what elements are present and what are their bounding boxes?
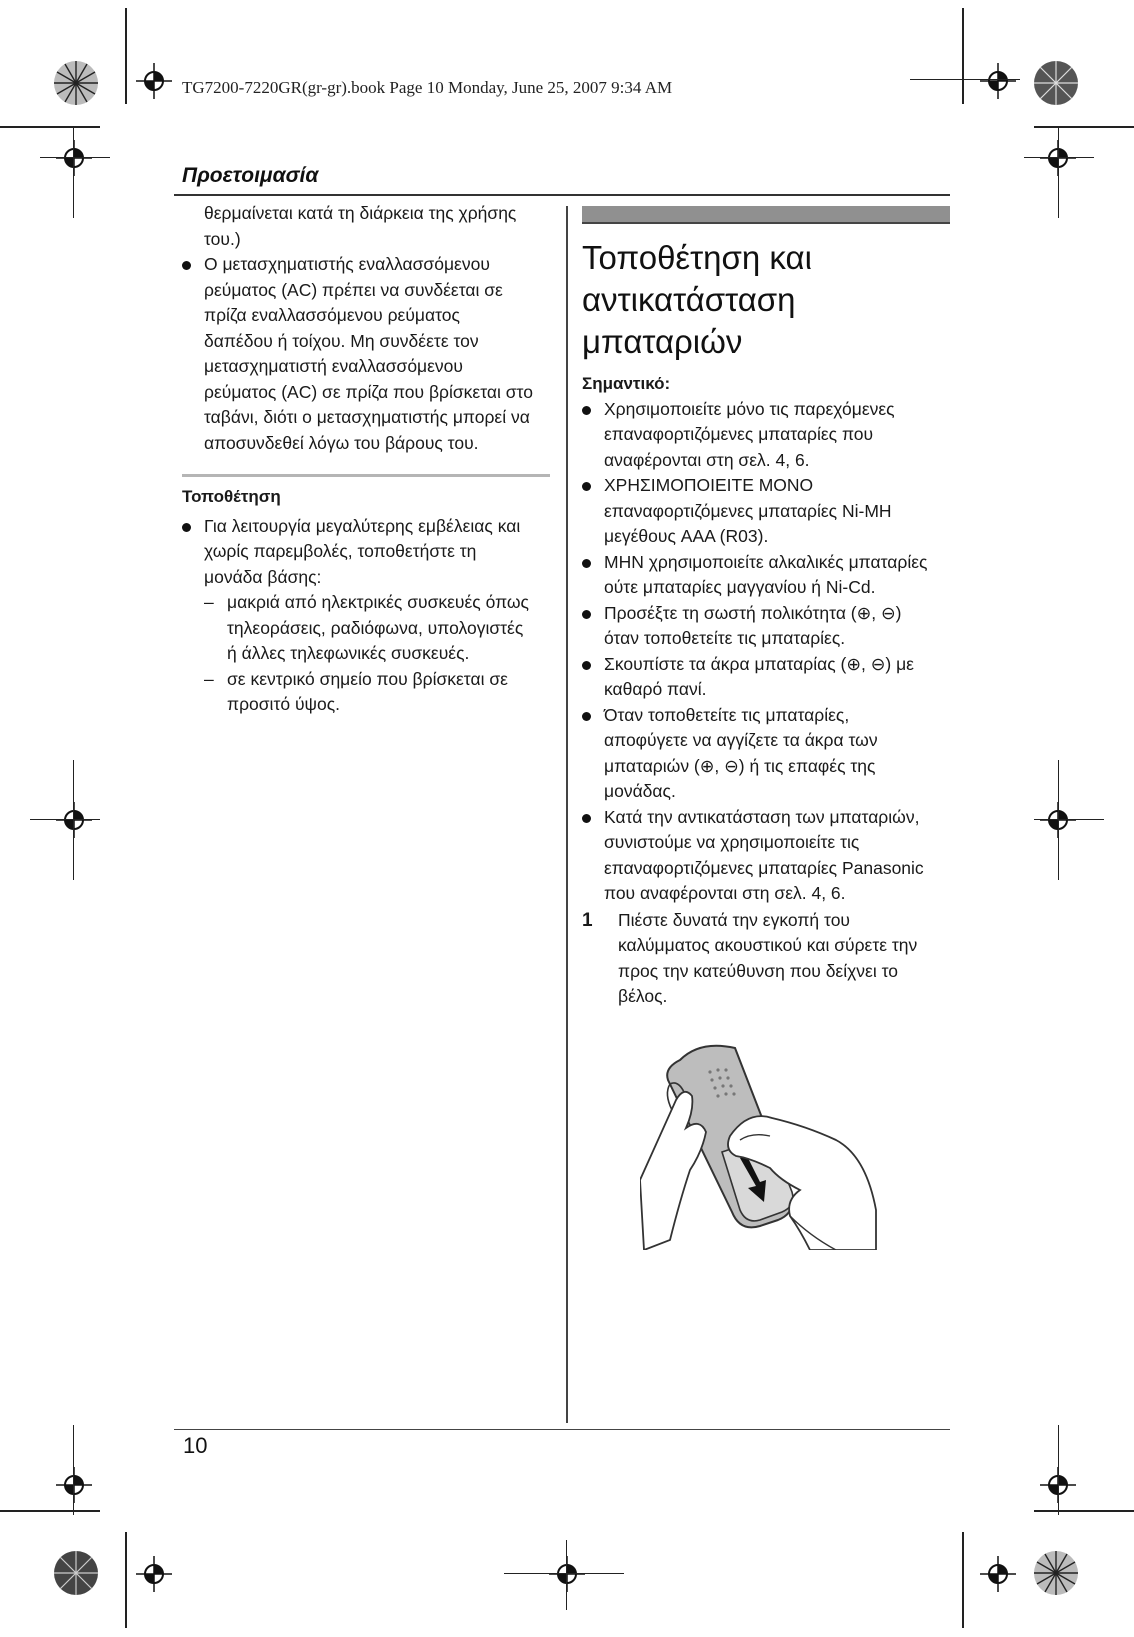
title-line: μπαταριών bbox=[582, 323, 743, 360]
text-line: καθαρό πανί. bbox=[604, 679, 707, 699]
bullet-icon bbox=[182, 261, 191, 270]
crop-mark bbox=[1034, 126, 1134, 128]
placement-dash-item bbox=[182, 667, 562, 718]
ac-adaptor-bullet bbox=[182, 252, 562, 456]
text-line: πρίζα εναλλασσόμενου ρεύματος bbox=[204, 305, 460, 325]
text-line: ταβάνι, διότι ο μετασχηματιστής μπορεί να bbox=[204, 407, 530, 427]
text-line: επαναφορτιζόμενες μπαταρίες Ni-MH bbox=[604, 500, 892, 521]
crop-mark bbox=[73, 760, 74, 880]
crop-mark bbox=[962, 1532, 964, 1628]
text-line: Όταν τοποθετείτε τις μπαταρίες, bbox=[604, 704, 850, 725]
text-line: αποσυνδεθεί λόγω του βάρους του. bbox=[204, 432, 479, 453]
text-line: προσιτό ύψος. bbox=[227, 694, 341, 714]
text-line: ή άλλες τηλεφωνικές συσκευές. bbox=[227, 643, 470, 663]
bullet-icon bbox=[582, 406, 591, 415]
crosshair-target-icon bbox=[980, 1556, 1016, 1592]
bullet-icon bbox=[182, 523, 191, 532]
important-label: Σημαντικό: bbox=[582, 374, 671, 393]
battery-bullet bbox=[582, 397, 952, 474]
radial-star-icon bbox=[1033, 1550, 1079, 1596]
crop-mark bbox=[0, 126, 100, 128]
footer-rule bbox=[174, 1429, 950, 1430]
text-line: ρεύματος (AC) πρέπει να συνδέεται σε bbox=[204, 279, 503, 300]
battery-bullet bbox=[582, 601, 952, 652]
crop-mark bbox=[0, 1510, 100, 1512]
text-line: Για λειτουργία μεγαλύτερης εμβέλειας και bbox=[204, 515, 521, 536]
step-number: 1 bbox=[582, 909, 593, 931]
text-line: μεγέθους AAA (R03). bbox=[604, 526, 769, 546]
battery-bullet bbox=[582, 703, 952, 805]
crosshair-target-icon bbox=[56, 802, 92, 838]
text-line: μακριά από ηλεκτρικές συσκευές όπως bbox=[227, 592, 529, 612]
bullet-icon bbox=[582, 712, 591, 721]
text-line: μετασχηματιστή εναλλασσόμενου bbox=[204, 356, 463, 376]
bullet-icon bbox=[582, 814, 591, 823]
text-line: συνιστούμε να χρησιμοποιείτε τις bbox=[604, 832, 860, 852]
placement-dash-item bbox=[182, 590, 562, 667]
crosshair-target-icon bbox=[549, 1556, 585, 1592]
crop-mark bbox=[1034, 1510, 1134, 1512]
text-line: δαπέδου ή τοίχου. Μη συνδέετε τον bbox=[204, 330, 479, 351]
header-rule bbox=[174, 194, 950, 196]
title-bar bbox=[582, 206, 950, 224]
crop-mark bbox=[566, 1540, 567, 1610]
text-line: ρεύματος (AC) σε πρίζα που βρίσκεται στο bbox=[204, 381, 533, 402]
handset-battery-cover-illustration bbox=[640, 1040, 880, 1250]
text-line: αποφύγετε να αγγίζετε τα άκρα των bbox=[604, 730, 878, 750]
crosshair-target-icon bbox=[136, 1556, 172, 1592]
crop-mark bbox=[962, 8, 964, 104]
placement-heading: Τοποθέτηση bbox=[182, 487, 281, 506]
crop-mark bbox=[504, 1573, 624, 1574]
text-line: χωρίς παρεμβολές, τοποθετήστε τη bbox=[204, 541, 477, 561]
radial-star-icon bbox=[53, 60, 99, 106]
text-line: μονάδα βάσης: bbox=[204, 566, 322, 587]
section-rule bbox=[182, 474, 550, 477]
placement-bullet bbox=[182, 514, 562, 591]
radial-star-icon bbox=[1033, 60, 1079, 106]
page-title bbox=[582, 237, 952, 363]
text-line: μονάδας. bbox=[604, 781, 676, 801]
crop-mark bbox=[73, 128, 74, 218]
text-line: Σκουπίστε τα άκρα μπαταρίας (⊕, ⊖) με bbox=[604, 653, 914, 674]
text-line: σε κεντρικό σημείο που βρίσκεται σε bbox=[227, 668, 508, 689]
page-number: 10 bbox=[183, 1433, 208, 1458]
text-line: ΧΡΗΣΙΜΟΠΟΙΕΙΤΕ ΜΟΝΟ bbox=[604, 475, 814, 495]
text-line: επαναφορτιζόμενες μπαταρίες που bbox=[604, 424, 874, 444]
crop-mark bbox=[1034, 819, 1104, 820]
crop-mark bbox=[40, 157, 110, 158]
battery-bullet bbox=[582, 652, 952, 703]
crop-mark bbox=[1058, 1425, 1059, 1515]
placement-section bbox=[182, 474, 562, 510]
crop-mark bbox=[1058, 760, 1059, 880]
text-line: Πιέστε δυνατά την εγκοπή του bbox=[618, 909, 850, 930]
crop-mark bbox=[1024, 157, 1094, 158]
battery-bullet bbox=[582, 473, 952, 550]
radial-star-icon bbox=[53, 1550, 99, 1596]
crop-mark bbox=[73, 1425, 74, 1515]
text-line: του.) bbox=[204, 228, 241, 249]
crosshair-target-icon bbox=[136, 63, 172, 99]
text-line: Προσέξτε τη σωστή πολικότητα (⊕, ⊖) bbox=[604, 602, 902, 623]
title-line: αντικατάσταση bbox=[582, 281, 796, 318]
crop-mark bbox=[910, 79, 1020, 80]
crosshair-target-icon bbox=[980, 63, 1016, 99]
section-title: Προετοιμασία bbox=[182, 164, 319, 187]
left-column bbox=[182, 201, 562, 718]
dash-marker: – bbox=[204, 668, 214, 689]
text-line: Χρησιμοποιείτε μόνο τις παρεχόμενες bbox=[604, 398, 895, 419]
crop-mark bbox=[125, 1532, 127, 1628]
text-line: τηλεοράσεις, ραδιόφωνα, υπολογιστές bbox=[227, 617, 524, 638]
bullet-icon bbox=[582, 559, 591, 568]
text-line: όταν τοποθετείτε τις μπαταρίες. bbox=[604, 628, 846, 648]
crop-mark bbox=[125, 8, 127, 104]
dash-marker: – bbox=[204, 592, 214, 612]
book-info-header: TG7200-7220GR(gr-gr).book Page 10 Monday, June 25, 2007 9:34 AM bbox=[182, 78, 673, 97]
step-1 bbox=[582, 908, 952, 1010]
text-line: που αναφέρονται στη σελ. 4, 6. bbox=[604, 883, 846, 903]
text-line: Ο μετασχηματιστής εναλλασσόμενου bbox=[204, 254, 490, 274]
text-line: θερμαίνεται κατά τη διάρκεια της χρήσης bbox=[204, 203, 517, 223]
text-line: βέλος. bbox=[618, 986, 668, 1006]
text-line: Κατά την αντικατάσταση των μπαταριών, bbox=[604, 806, 920, 827]
battery-bullet bbox=[582, 550, 952, 601]
column-divider bbox=[566, 206, 568, 1423]
crop-mark bbox=[30, 819, 100, 820]
text-line: ΜΗΝ χρησιμοποιείτε αλκαλικές μπαταρίες bbox=[604, 551, 928, 572]
continued-text bbox=[182, 201, 562, 252]
crosshair-target-icon bbox=[56, 1467, 92, 1503]
battery-bullet bbox=[582, 805, 952, 907]
text-line: αναφέρονται στη σελ. 4, 6. bbox=[604, 449, 810, 470]
text-line: προς την κατεύθυνση που δείχνει το bbox=[618, 960, 899, 981]
text-line: μπαταριών (⊕, ⊖) ή τις επαφές της bbox=[604, 755, 876, 776]
bullet-icon bbox=[582, 661, 591, 670]
text-line: ούτε μπαταρίες μαγγανίου ή Ni-Cd. bbox=[604, 577, 876, 597]
crosshair-target-icon bbox=[56, 140, 92, 176]
text-line: επαναφορτιζόμενες μπαταρίες Panasonic bbox=[604, 857, 924, 878]
crop-mark bbox=[1058, 128, 1059, 218]
text-line: καλύμματος ακουστικού και σύρετε την bbox=[618, 935, 918, 955]
right-column bbox=[582, 206, 952, 1010]
title-line: Τοποθέτηση και bbox=[582, 239, 812, 276]
bullet-icon bbox=[582, 482, 591, 491]
bullet-icon bbox=[582, 610, 591, 619]
